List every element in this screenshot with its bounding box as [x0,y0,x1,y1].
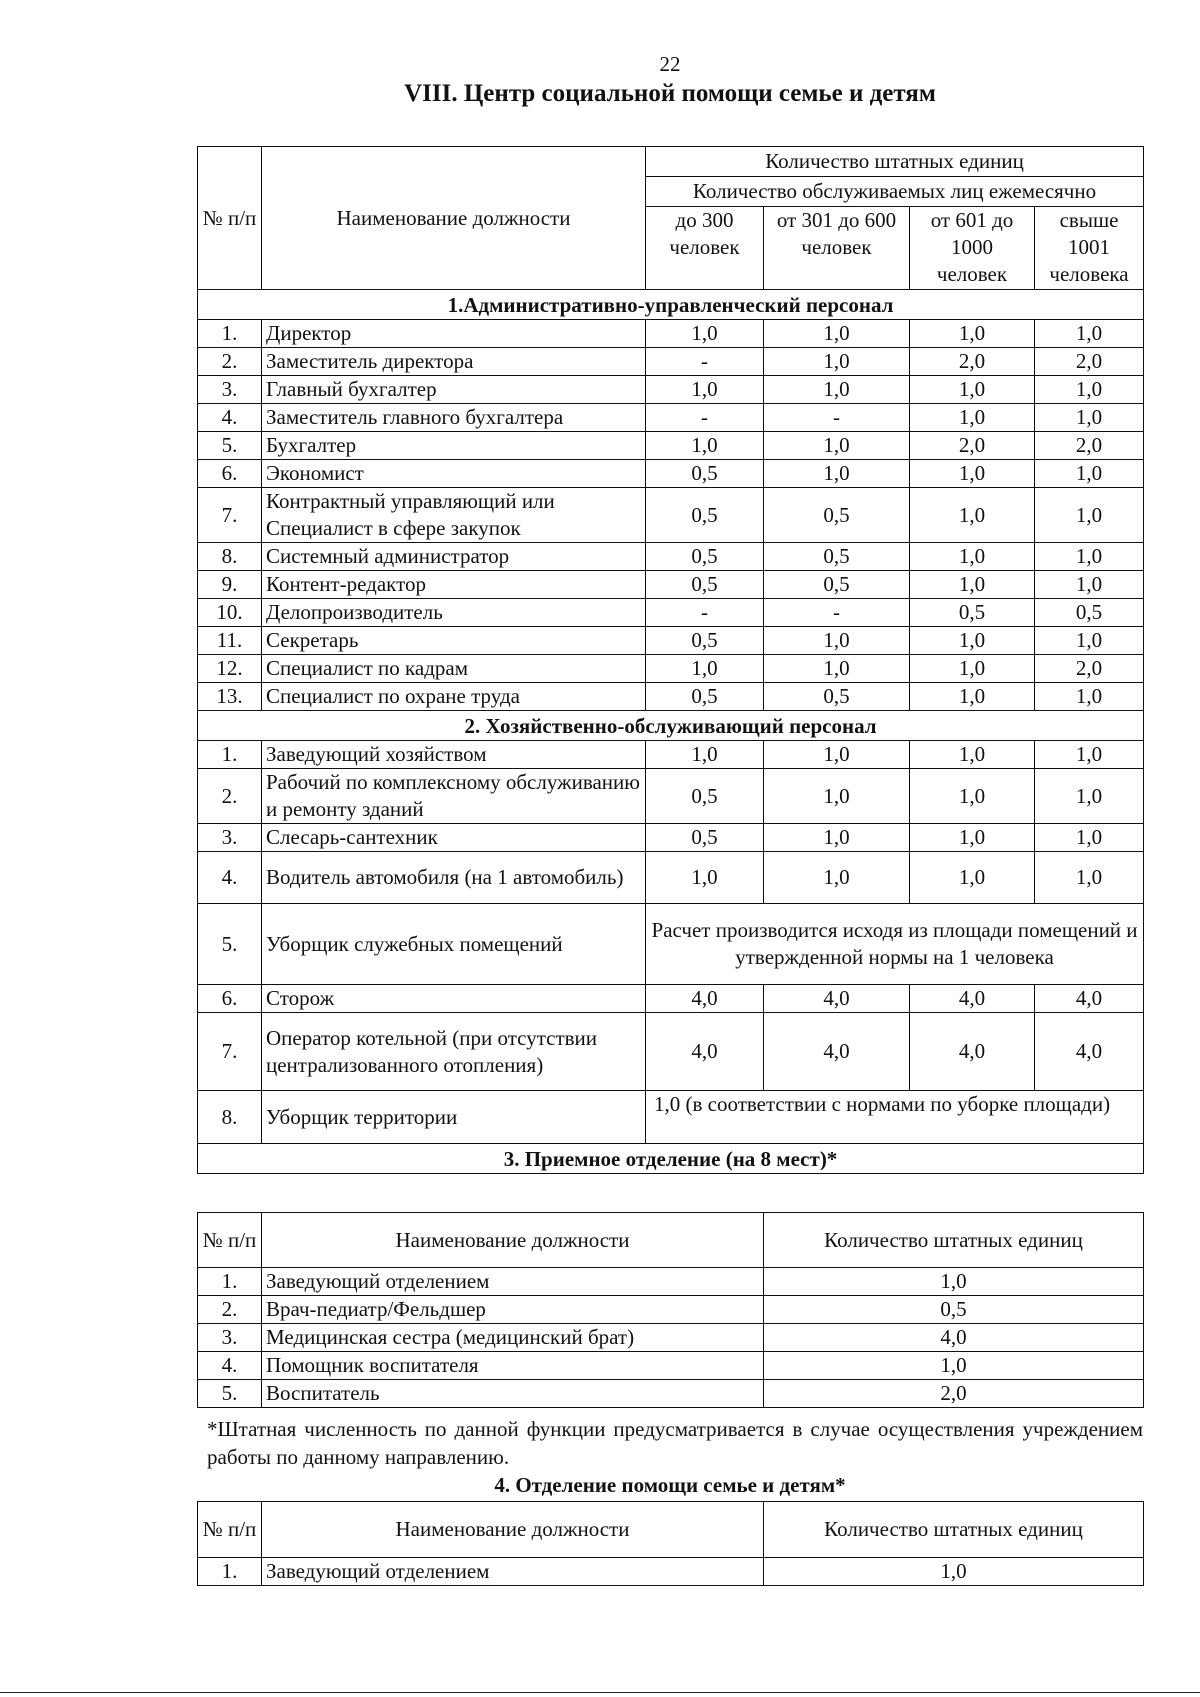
table-row [198,543,1144,571]
staff-units-value: 2,0 [1035,348,1144,376]
staff-units-value: 1,0 [910,376,1035,404]
staff-units-value: 0,5 [646,627,764,655]
staff-units-value: 1,0 [1035,852,1144,904]
section-title: 3. Приемное отделение (на 8 мест)* [198,1144,1144,1174]
reception-rows [198,1268,1144,1408]
staff-units-value: 1,0 [910,655,1035,683]
position-name: Контент-редактор [262,571,646,599]
table-row [198,599,1144,627]
staff-units-value: 1,0 [1035,627,1144,655]
staff-units-value: 1,0 [764,655,910,683]
staff-units-value: - [764,599,910,627]
staff-units-value: 1,0 [910,627,1035,655]
row-number: 6. [198,985,262,1013]
staff-units-value: 1,0 [646,432,764,460]
staff-units-value: 4,0 [764,1013,910,1091]
staff-units-value: 1,0 [764,1352,1144,1380]
row-number: 3. [198,824,262,852]
table-row [198,376,1144,404]
staff-units-value: 2,0 [1035,432,1144,460]
position-name: Системный администратор [262,543,646,571]
staff-units-value: 1,0 [764,320,910,348]
table-row [198,1380,1144,1408]
staff-units-value: 0,5 [646,571,764,599]
table-row [198,571,1144,599]
table-row [198,741,1144,769]
staff-units-value: 1,0 [910,824,1035,852]
position-name: Оператор котельной (при отсутствии централизованного отопления) [262,1013,646,1091]
position-name: Слесарь-сантехник [262,824,646,852]
table-row [198,432,1144,460]
staff-units-value: 1,0 [764,1268,1144,1296]
table-row [198,904,1144,985]
table-row [198,1013,1144,1091]
position-name: Рабочий по комплексному обслуживанию и ремонту зданий [262,769,646,824]
table-row [198,655,1144,683]
staff-units-value: 1,0 [764,627,910,655]
table-row [198,769,1144,824]
position-name: Уборщик служебных помещений [262,904,646,985]
row-number: 13. [198,683,262,711]
staff-units-value: 0,5 [764,1296,1144,1324]
position-name: Заместитель директора [262,348,646,376]
position-name: Контрактный управляющий или Специалист в сфере закупок [262,488,646,543]
footnote: *Штатная численность по данной функции предусматривается в случае осуществления учреждением работы по данному направлению. [207,1417,1143,1469]
header-position-name: Наименование должности [262,147,646,290]
position-name: Уборщик территории [262,1091,646,1144]
header-position-name: Наименование должности [262,1502,764,1558]
staff-units-value: 0,5 [646,683,764,711]
staff-units-value: 1,0 [764,460,910,488]
row-number: 5. [198,1380,262,1408]
staff-units-value: 0,5 [764,571,910,599]
row-number: 4. [198,1352,262,1380]
staff-units-value: 1,0 [910,571,1035,599]
position-name: Директор [262,320,646,348]
staff-units-value: 4,0 [646,1013,764,1091]
table-row [198,1268,1144,1296]
staff-units-value: 2,0 [1035,655,1144,683]
staff-units-value: - [646,348,764,376]
row-number: 7. [198,488,262,543]
header-range-2: от 301 до 600 человек [764,207,910,290]
table-row [198,683,1144,711]
staff-units-value: 1,0 [646,741,764,769]
row-number: 12. [198,655,262,683]
header-range-1: до 300 человек [646,207,764,290]
table-row [198,1558,1144,1586]
position-name: Медицинская сестра (медицинский брат) [262,1324,764,1352]
section-admin [198,290,1144,711]
row-number: 8. [198,543,262,571]
staff-units-value: 1,0 [1035,488,1144,543]
table-row [198,1296,1144,1324]
staff-units-value: 0,5 [646,769,764,824]
staff-units-value: 1,0 [1035,824,1144,852]
staff-units-value: 1,0 [1035,683,1144,711]
table-row [198,852,1144,904]
staff-units-value: 0,5 [764,543,910,571]
position-name: Секретарь [262,627,646,655]
staff-units-value: - [646,599,764,627]
staff-units-value: - [764,404,910,432]
table-row [198,1091,1144,1144]
table-row [198,404,1144,432]
row-number: 2. [198,1296,262,1324]
calculation-note: Расчет производится исходя из площади помещений и утвержденной нормы на 1 человека [646,904,1144,985]
staffing-table [197,146,1144,1174]
staff-units-value: 1,0 [646,655,764,683]
staff-units-value: 4,0 [1035,1013,1144,1091]
staff-units-value: 4,0 [764,1324,1144,1352]
staff-units-value: 1,0 [764,376,910,404]
staff-units-value: 2,0 [910,432,1035,460]
staff-units-value: 1,0 [910,852,1035,904]
staff-units-value: 1,0 [910,460,1035,488]
header-staff-units: Количество штатных единиц [764,1502,1144,1558]
header-range-3: от 601 до 1000 человек [910,207,1035,290]
header-staff-units: Количество штатных единиц [764,1213,1144,1268]
staff-units-value: 1,0 [1035,741,1144,769]
staff-units-value: 1,0 [764,852,910,904]
staff-units-value: 1,0 [910,741,1035,769]
position-name: Заведующий хозяйством [262,741,646,769]
table-row [198,824,1144,852]
position-name: Делопроизводитель [262,599,646,627]
staff-units-value: 4,0 [910,1013,1035,1091]
row-number: 4. [198,852,262,904]
position-name: Врач-педиатр/Фельдшер [262,1296,764,1324]
staff-units-value: 1,0 [910,404,1035,432]
row-number: 2. [198,348,262,376]
row-number: 8. [198,1091,262,1144]
staff-units-value: 1,0 [1035,769,1144,824]
header-number: № п/п [198,1213,262,1268]
staff-units-value: 2,0 [910,348,1035,376]
staff-units-value: - [646,404,764,432]
page-number: 22 [659,52,681,76]
staff-units-value: 0,5 [764,488,910,543]
table-row [198,348,1144,376]
header-number: № п/п [198,147,262,290]
calculation-note: 1,0 (в соответствии с нормами по уборке площади) [646,1091,1144,1144]
row-number: 5. [198,432,262,460]
header-position-name: Наименование должности [262,1213,764,1268]
position-name: Заведующий отделением [262,1558,764,1586]
table-row [198,1324,1144,1352]
position-name: Специалист по кадрам [262,655,646,683]
staff-units-value: 2,0 [764,1380,1144,1408]
header-range-4: свыше 1001 человека [1035,207,1144,290]
page-title: VIII. Центр социальной помощи семье и детям [404,80,936,107]
row-number: 5. [198,904,262,985]
family-help-table [197,1501,1144,1586]
staff-units-value: 1,0 [646,320,764,348]
family-help-rows [198,1558,1144,1586]
staff-units-value: 1,0 [764,348,910,376]
staff-units-value: 1,0 [1035,320,1144,348]
staff-units-value: 4,0 [910,985,1035,1013]
header-staff-units: Количество штатных единиц [646,147,1144,177]
section-title: 1.Административно-управленческий персонал [198,290,1144,320]
position-name: Сторож [262,985,646,1013]
position-name: Водитель автомобиля (на 1 автомобиль) [262,852,646,904]
position-name: Специалист по охране труда [262,683,646,711]
position-name: Главный бухгалтер [262,376,646,404]
staff-units-value: 4,0 [1035,985,1144,1013]
staff-units-value: 0,5 [646,460,764,488]
staff-units-value: 1,0 [910,543,1035,571]
staff-units-value: 1,0 [1035,543,1144,571]
row-number: 3. [198,1324,262,1352]
staff-units-value: 1,0 [764,741,910,769]
header-served-per-month: Количество обслуживаемых лиц ежемесячно [646,177,1144,207]
row-number: 1. [198,1558,262,1586]
row-number: 2. [198,769,262,824]
staff-units-value: 0,5 [1035,599,1144,627]
position-name: Заведующий отделением [262,1268,764,1296]
table-row [198,320,1144,348]
staff-units-value: 1,0 [910,769,1035,824]
position-name: Помощник воспитателя [262,1352,764,1380]
staff-units-value: 0,5 [910,599,1035,627]
position-name: Воспитатель [262,1380,764,1408]
row-number: 7. [198,1013,262,1091]
table-row [198,985,1144,1013]
section-family-help-title: 4. Отделение помощи семье и детям* [494,1473,846,1497]
row-number: 1. [198,320,262,348]
row-number: 1. [198,1268,262,1296]
position-name: Экономист [262,460,646,488]
staff-units-value: 1,0 [1035,376,1144,404]
staff-units-value: 1,0 [764,824,910,852]
table-row [198,1352,1144,1380]
staff-units-value: 1,0 [1035,460,1144,488]
section-service [198,711,1144,1144]
staff-units-value: 1,0 [646,376,764,404]
staff-units-value: 1,0 [764,769,910,824]
staff-units-value: 1,0 [764,432,910,460]
staff-units-value: 1,0 [764,1558,1144,1586]
header-number: № п/п [198,1502,262,1558]
staff-units-value: 1,0 [1035,571,1144,599]
position-name: Заместитель главного бухгалтера [262,404,646,432]
reception-table [197,1212,1144,1408]
row-number: 9. [198,571,262,599]
table-row [198,488,1144,543]
table-row [198,460,1144,488]
staff-units-value: 4,0 [764,985,910,1013]
row-number: 6. [198,460,262,488]
staff-units-value: 0,5 [646,543,764,571]
row-number: 3. [198,376,262,404]
staff-units-value: 0,5 [646,824,764,852]
staff-units-value: 4,0 [646,985,764,1013]
staff-units-value: 1,0 [1035,404,1144,432]
section-title: 2. Хозяйственно-обслуживающий персонал [198,711,1144,741]
row-number: 11. [198,627,262,655]
staffing-table-header [198,147,1144,290]
staff-units-value: 0,5 [646,488,764,543]
page-edge-line [0,1692,1200,1693]
staff-units-value: 1,0 [910,683,1035,711]
position-name: Бухгалтер [262,432,646,460]
table-row [198,627,1144,655]
section-reception-heading [198,1144,1144,1174]
row-number: 1. [198,741,262,769]
staff-units-value: 1,0 [646,852,764,904]
staff-units-value: 1,0 [910,320,1035,348]
staff-units-value: 0,5 [764,683,910,711]
staff-units-value: 1,0 [910,488,1035,543]
row-number: 10. [198,599,262,627]
row-number: 4. [198,404,262,432]
